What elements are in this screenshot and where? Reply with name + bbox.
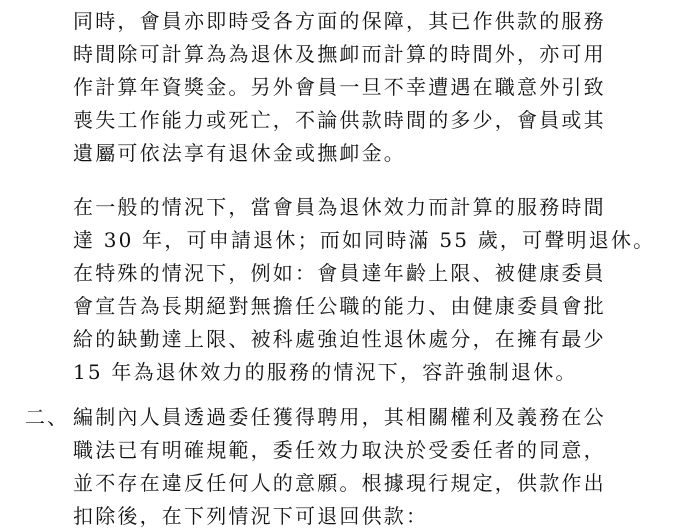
text-line: 並不存在違反任何人的意願。根據現行規定，供款作出 [73, 471, 606, 495]
item-number: 二、 [25, 405, 69, 429]
text-line: 在特殊的情況下，例如：會員達年齡上限、被健康委員 [73, 261, 606, 285]
text-line: 會宣告為長期絕對無擔任公職的能力、由健康委員會批 [73, 294, 606, 318]
text-line: 作計算年資獎金。另外會員一旦不幸遭遇在職意外引致 [73, 75, 606, 99]
text-line: 時間除可計算為為退休及撫卹而計算的時間外，亦可用 [73, 42, 606, 66]
text-line: 扣除後，在下列情況下可退回供款： [73, 504, 429, 528]
text-line: 遺屬可依法享有退休金或撫卹金。 [73, 141, 406, 165]
text-line: 在一般的情況下，當會員為退休效力而計算的服務時間 [73, 195, 606, 219]
text-line: 職法已有明確規範，委任效力取決於受委任者的同意， [73, 438, 606, 462]
text-line: 喪失工作能力或死亡，不論供款時間的多少，會員或其 [73, 108, 606, 132]
text-line: 達 30 年，可申請退休；而如同時滿 55 歲，可聲明退休。 [73, 228, 656, 252]
text-line: 給的缺勤達上限、被科處強迫性退休處分，在擁有最少 [73, 327, 606, 351]
text-line: 15 年為退休效力的服務的情況下，容許強制退休。 [73, 360, 578, 384]
text-line: 編制內人員透過委任獲得聘用，其相關權利及義務在公 [73, 405, 606, 429]
text-line: 同時，會員亦即時受各方面的保障，其已作供款的服務 [73, 9, 606, 33]
